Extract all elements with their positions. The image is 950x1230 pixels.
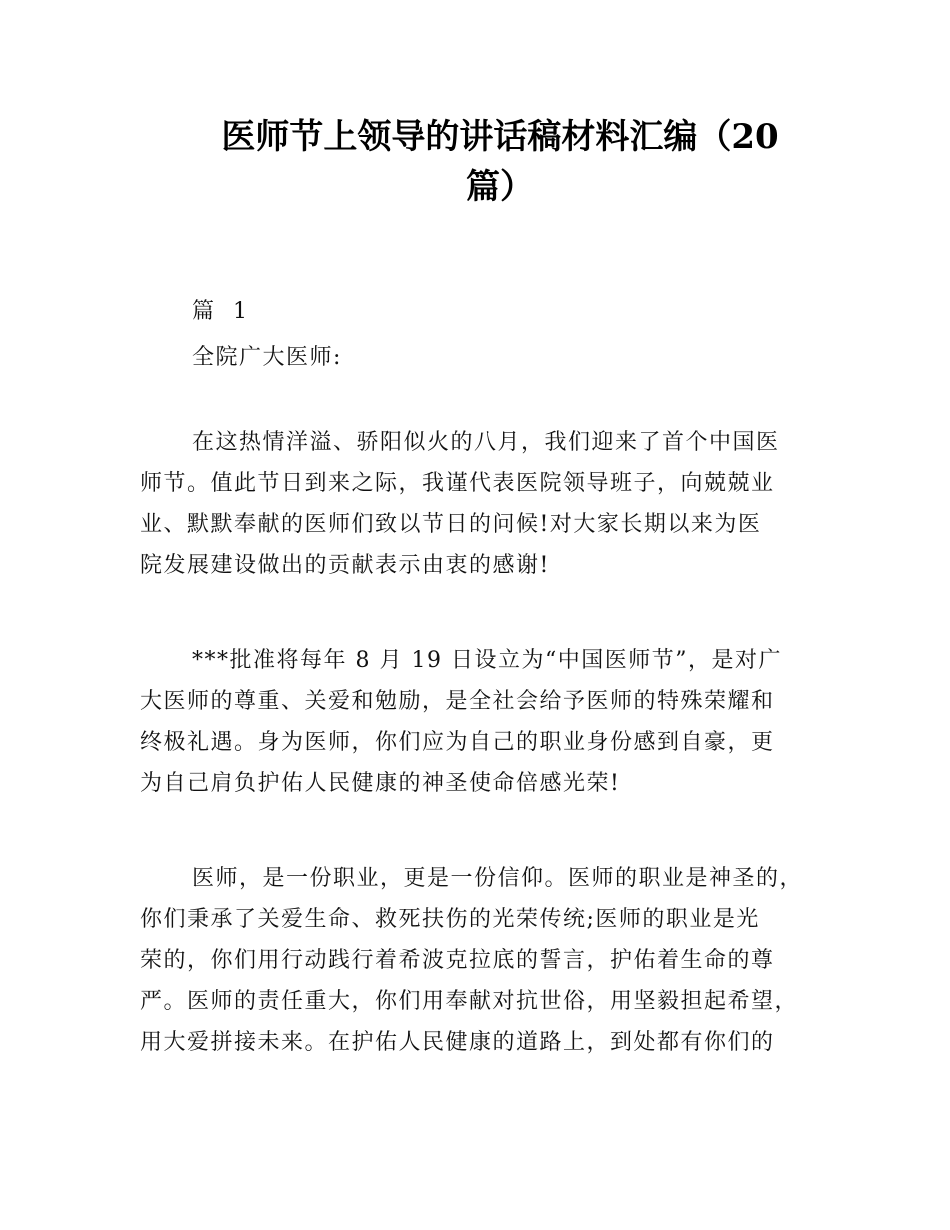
paragraph-line: 在这热情洋溢、骄阳似火的八月，我们迎来了首个中国医 xyxy=(192,430,780,455)
paragraph-line: 大医师的尊重、关爱和勉励，是全社会给予医师的特殊荣耀和 xyxy=(140,689,775,714)
paragraph-line: 为自己肩负护佑人民健康的神圣使命倍感光荣! xyxy=(140,771,621,796)
title-line-1: 医师节上领导的讲话稿材料汇编（20 xyxy=(221,117,779,157)
paragraph-line: 院发展建设做出的贡献表示由衷的感谢! xyxy=(140,553,550,578)
paragraph-line: 终极礼遇。身为医师，你们应为自己的职业身份感到自豪，更 xyxy=(140,730,775,755)
title-line-2: 篇） xyxy=(466,167,534,207)
paragraph-2 xyxy=(140,640,825,804)
paragraph-line: 用大爱拼接未来。在护佑人民健康的道路上，到处都有你们的 xyxy=(140,1030,775,1055)
paragraph-3 xyxy=(140,858,825,1063)
paragraph-1 xyxy=(140,422,825,586)
paragraph-line: 严。医师的责任重大，你们用奉献对抗世俗，用坚毅担起希望， xyxy=(140,989,799,1014)
document-title xyxy=(200,112,800,212)
paragraph-line: 荣的，你们用行动践行着希波克拉底的誓言，护佑着生命的尊 xyxy=(140,948,775,973)
section-label: 篇 1 xyxy=(192,299,253,324)
paragraph-line: 业、默默奉献的医师们致以节日的问候!对大家长期以来为医 xyxy=(140,512,762,537)
paragraph-line: 师节。值此节日到来之际，我谨代表医院领导班子，向兢兢业 xyxy=(140,471,775,496)
paragraph-line: ***批准将每年 8 月 19 日设立为“中国医师节”，是对广 xyxy=(192,648,782,673)
salutation: 全院广大医师: xyxy=(192,345,342,370)
paragraph-line: 你们秉承了关爱生命、救死扶伤的光荣传统;医师的职业是光 xyxy=(140,907,760,932)
paragraph-line: 医师，是一份职业，更是一份信仰。医师的职业是神圣的， xyxy=(192,866,804,891)
